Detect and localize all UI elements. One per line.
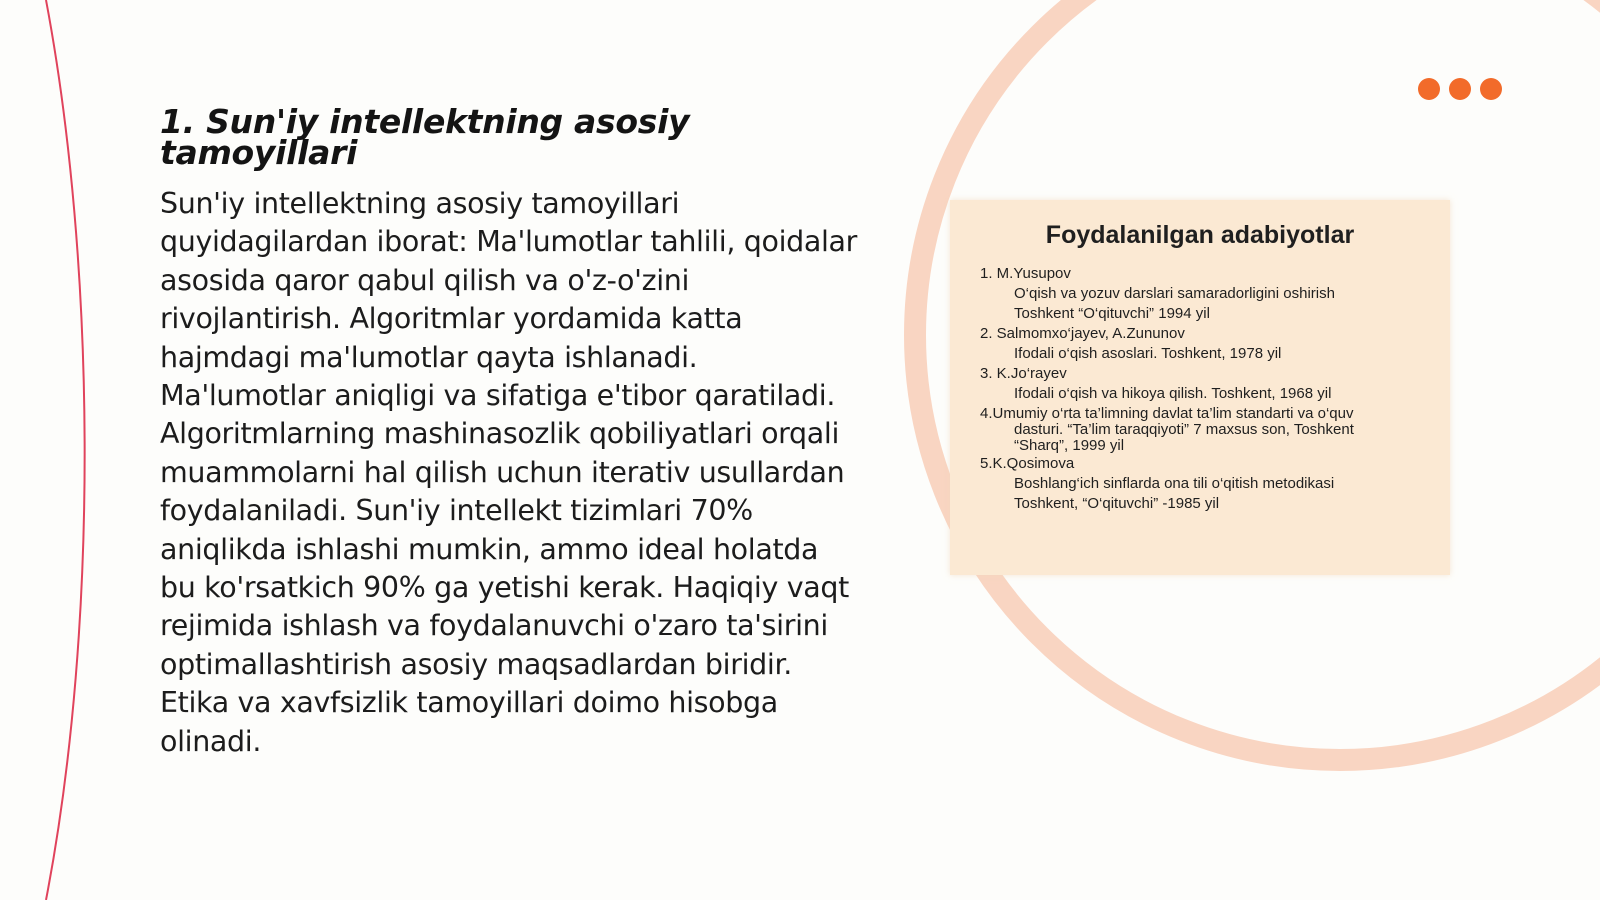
menu-dots-icon (1418, 78, 1502, 100)
reference-line: Boshlang‘ich sinflarda ona tili o‘qitish metodikasi (1014, 475, 1335, 492)
reference-line: Ifodali o‘qish asoslari. Toshkent, 1978 yil (1014, 345, 1282, 362)
reference-line: Toshkent, “O‘qituvchi” -1985 yil (1014, 495, 1220, 512)
dot-icon (1449, 78, 1471, 100)
reference-line: “Sharq”, 1999 yil (1014, 437, 1125, 454)
reference-item (980, 406, 1430, 454)
references-title: Foydalanilgan adabiyotlar (1045, 221, 1355, 249)
reference-line: Ifodali o‘qish va hikoya qilish. Toshkent, 1968 yil (1014, 385, 1332, 402)
reference-author: 2. Salmomxo‘jayev, A.Zununov (980, 325, 1185, 342)
references-card (950, 200, 1450, 575)
reference-line: Toshkent “O‘qituvchi” 1994 yil (1014, 305, 1210, 322)
left-accent-line (46, 0, 85, 900)
reference-line: dasturi. “Ta’lim taraqqiyoti” 7 maxsus son, Toshkent (1014, 421, 1354, 438)
references-list (980, 264, 1430, 514)
reference-item (980, 454, 1430, 514)
reference-author: 3. K.Jo‘rayev (980, 365, 1067, 382)
reference-item (980, 324, 1430, 364)
slide-body-text: Sun'iy intellektning asosiy tamoyillari quyidagilardan iborat: Ma'lumotlar tahlili, qoidalar asosida qaror qabul qilish va o'z-o'zini rivojlantirish. Algoritmlar yordamida katta hajmdagi ma'lumotlar qayta ishlanadi. Ma'lumotlar aniqligi va sifatiga e'tibor qaratiladi. Algoritmlarning mashinasozlik qobiliyatlari orqali muammolarni hal qilish uchun iterativ usullardan foydalaniladi. Sun'iy intellekt tizimlari 70% aniqlikda ishlashi mumkin, ammo ideal holatda bu ko'rsatkich 90% ga yetishi kerak. Haqiqiy vaqt rejimida ishlash va foydalanuvchi o'zaro ta'sirini optimallashtirish asosiy maqsadlardan biridir. Etika va xavfsizlik tamoyillari doimo hisobga olinadi. (160, 187, 858, 758)
reference-author: 4.Umumiy o‘rta ta’limning davlat ta’lim standarti va o‘quv (980, 405, 1354, 422)
reference-author: 5.K.Qosimova (980, 455, 1075, 472)
dot-icon (1418, 78, 1440, 100)
reference-item (980, 264, 1430, 324)
reference-author: 1. M.Yusupov (980, 265, 1071, 282)
reference-item (980, 364, 1430, 404)
dot-icon (1480, 78, 1502, 100)
slide-title: 1. Sun'iy intellektning asosiy tamoyillari (160, 102, 690, 172)
reference-line: O‘qish va yozuv darslari samaradorligini oshirish (1014, 285, 1335, 302)
